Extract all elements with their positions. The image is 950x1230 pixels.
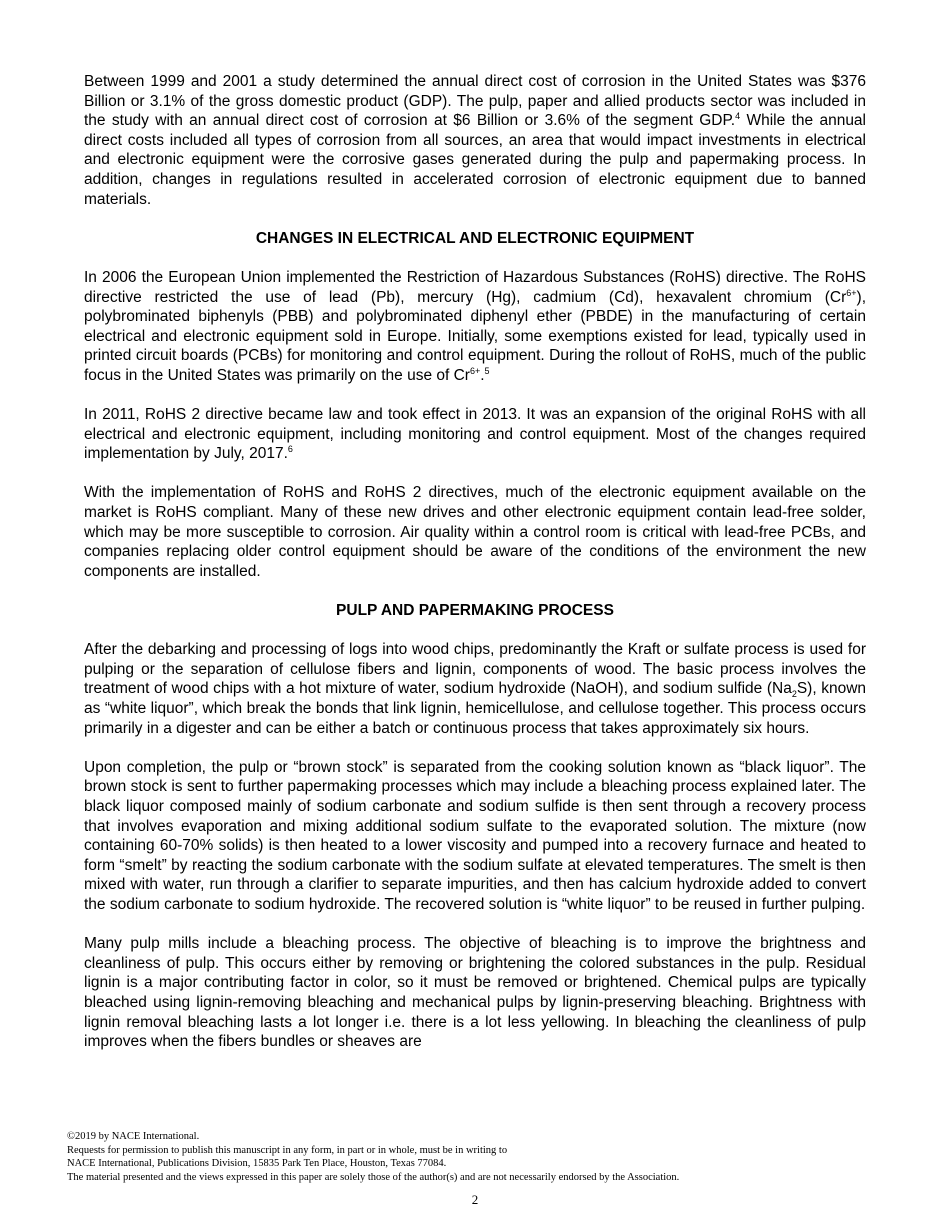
paragraph-recovery: Upon completion, the pulp or “brown stock” is separated from the cooking solution known as “black liquor”. The brown stock is sent to further papermaking processes which may include a bleaching process explained later. The black liquor composed mainly of sodium carbonate and sodium sulfide is then sent through a recovery process that involves evaporation and mixing additional sodium sulfate to the evaporated solution. The mixture (now containing 60-70% solids) is then heated to a lower viscosity and pumped into a recovery furnace and heated to form “smelt” by reacting the sodium carbonate with the sodium sulfate at elevated temperatures. The smelt is then mixed with water, run through a clarifier to separate impurities, and then has calcium hydroxide added to convert the sodium carbonate to sodium hydroxide. The recovered solution is “white liquor” to be reused in further pulping.	[84, 758, 866, 913]
paragraph-kraft-process: After the debarking and processing of logs into wood chips, predominantly the Kraft or sulfate process is used for pulping or the separation of cellulose fibers and lignin, components of wood. The basic process involves the treatment of wood chips with a hot mixture of water, sodium hydroxide (NaOH), and sodium sulfide $(Na_2S)$, known as “white liquor”, which break the bonds that link lignin, hemicellulose, and cellulose together. This process occurs primarily in a digester and can be either a batch or continuous process that takes approximately six hours.	[84, 641, 867, 737]
footnote-ref-5: 5	[484, 365, 490, 376]
body-text	[84, 72, 866, 1071]
footer-disclaimer: The material presented and the views expressed in this paper are solely those of the author(s) and are not necessarily endorsed by the Association.	[67, 1171, 680, 1183]
paragraph-bleaching: Many pulp mills include a bleaching process. The objective of bleaching is to improve the brightness and cleanliness of pulp. This occurs either by removing or brightening the colored substances in the pulp. Residual lignin is a major contributing factor in color, so it must be removed or brightened. Chemical pulps are typically bleached using lignin-removing bleaching and mechanical pulps by lignin-preserving bleaching. Brightness with lignin removal bleaching lasts a lot longer i.e. there is a lot less yellowing. In bleaching the cleanliness of pulp improves when the fibers bundles or sheaves are	[84, 935, 866, 1051]
copyright-footer	[67, 1130, 887, 1184]
footnote-ref-6: 6	[287, 444, 293, 455]
footer-copyright: ©2019 by NACE International.	[67, 1131, 200, 1142]
footnote-ref-4: 4	[735, 111, 741, 122]
paragraph-lead-free: With the implementation of RoHS and RoHS 2 directives, much of the electronic equipment available on the market is RoHS compliant. Many of these new drives and other electronic equipment contain lead-free solder, which may be more susceptible to corrosion. Air quality within a control room is critical with lead-free PCBs, and companies replacing older control equipment should be aware of the conditions of the environment the new components are installed.	[84, 484, 866, 580]
paragraph-rohs: In 2006 the European Union implemented the Restriction of Hazardous Substances (RoHS) directive. The RoHS directive restricted the use of lead (Pb), mercury (Hg), cadmium (Cd), hexavalent chromium $(Cr^{6+})$, polybrominated biphenyls (PBB) and polybrominated diphenyl ether (PBDE) in the manufacturing of certain electrical and electronic equipment sold in Europe. Initially, some exemptions existed for lead, typically used in printed circuit boards (PCBs) for monitoring and control equipment. During the rollout of RoHS, much of the public focus in the United States was primarily on the use of $Cr^{6+}.^5$	[84, 268, 866, 384]
heading-pulp-process: PULP AND PAPERMAKING PROCESS	[336, 602, 614, 620]
paragraph-rohs2: In 2011, RoHS 2 directive became law and took effect in 2013. It was an expansion of the original RoHS with all electrical and electronic equipment, including monitoring and control equipment. Most of the changes required implementation by July, 2017.$^6$	[84, 406, 866, 463]
footer-permission: Requests for permission to publish this manuscript in any form, in part or in whole, must be in writing to	[67, 1144, 508, 1156]
heading-electrical-equipment: CHANGES IN ELECTRICAL AND ELECTRONIC EQUIPMENT	[255, 229, 695, 247]
footer-address: NACE International, Publications Division, 15835 Park Ten Place, Houston, Texas 77084.	[67, 1158, 447, 1170]
paragraph-corrosion-cost: Between 1999 and 2001 a study determined the annual direct cost of corrosion in the United States was $376 Billion or 3.1% of the gross domestic product (GDP). The pulp, paper and allied products sector was included in the study with an annual direct cost of corrosion at $6 Billion or 3.6% of the segment GDP.$^4$ While the annual direct costs included all types of corrosion from all sources, an area that would impact investments in electrical and electronic equipment were the corrosive gases generated during the pulp and papermaking process. In addition, changes in regulations resulted in accelerated corrosion of electronic equipment due to banned materials.	[84, 73, 866, 208]
page-number: 2	[471, 1192, 479, 1207]
